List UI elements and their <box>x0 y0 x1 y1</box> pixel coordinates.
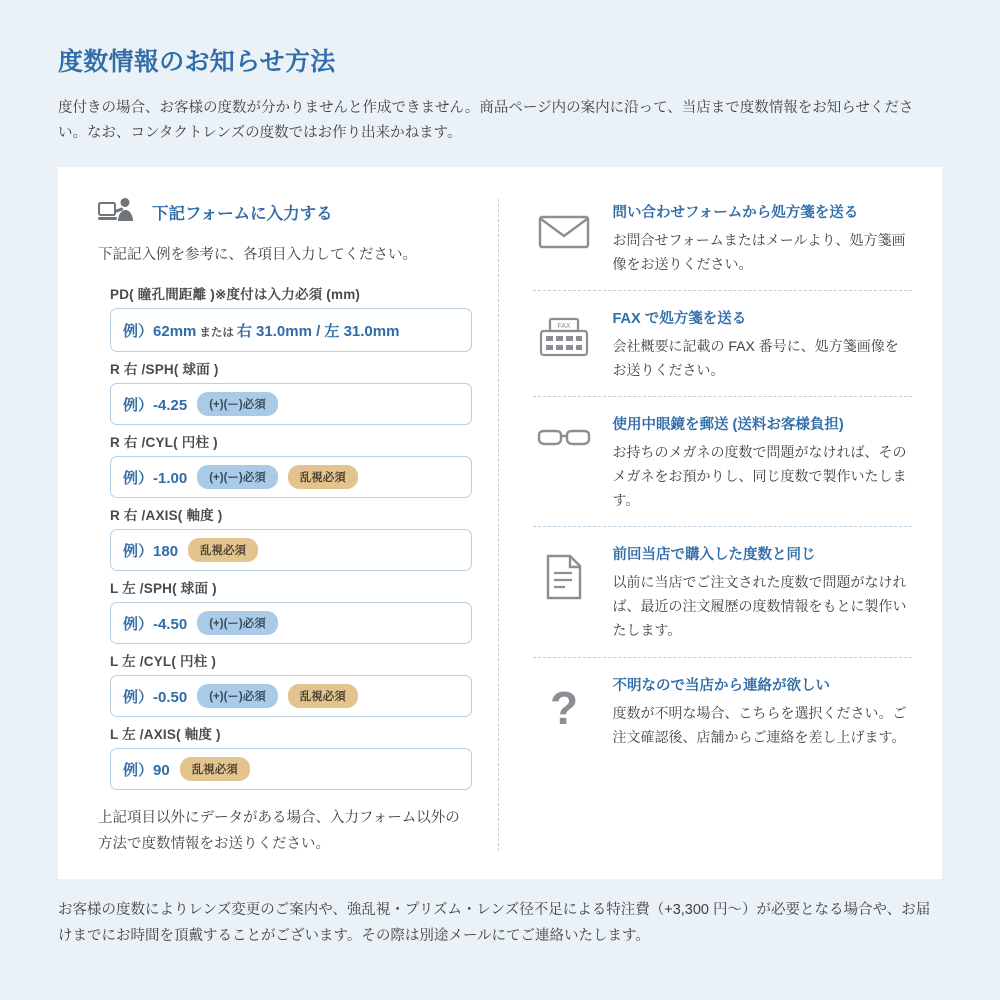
form-method-subtext: 下記記入例を参考に、各項目入力してください。 <box>98 246 417 263</box>
field-r-axis <box>110 504 472 571</box>
field-l-cyl-label: L 左 /CYL( 円柱 ) <box>110 654 217 670</box>
field-r-axis-label: R 右 /AXIS( 軸度 ) <box>110 508 223 524</box>
tag-astigmatism-required: 乱視必須 <box>288 465 358 489</box>
field-l-sph-input[interactable] <box>110 602 472 644</box>
field-r-sph-example: 例）-4.25 <box>123 396 188 414</box>
method-title: FAX で処方箋を送る <box>612 310 747 327</box>
field-r-cyl-label: R 右 /CYL( 円柱 ) <box>110 435 218 451</box>
person-laptop-icon <box>98 197 138 227</box>
method-title: 問い合わせフォームから処方箋を送る <box>612 204 859 221</box>
method-item-inquiry-form[interactable] <box>533 193 913 290</box>
field-l-cyl <box>110 650 472 717</box>
method-text: 度数が不明な場合、こちらを選択ください。ご注文確認後、店舗からご連絡を差し上げます。 <box>612 704 907 745</box>
tag-astigmatism-required: 乱視必須 <box>180 757 250 781</box>
form-method-column <box>58 193 498 857</box>
field-l-sph <box>110 577 472 644</box>
method-text: 会社概要に記載の FAX 番号に、処方箋画像をお送りください。 <box>612 337 899 378</box>
field-r-cyl <box>110 431 472 498</box>
other-methods-column <box>499 193 943 857</box>
tag-sign-required: (+)(ー)必須 <box>197 684 278 708</box>
field-r-cyl-example: 例）-1.00 <box>123 469 188 487</box>
tag-sign-required: (+)(ー)必須 <box>197 392 278 416</box>
svg-text:?: ? <box>549 683 578 732</box>
field-r-sph-input[interactable] <box>110 383 472 425</box>
field-l-cyl-example: 例）-0.50 <box>123 688 188 706</box>
field-r-axis-example: 例）180 <box>123 542 179 560</box>
method-item-unknown-contact[interactable] <box>533 657 913 763</box>
document-icon <box>533 543 595 642</box>
method-item-fax[interactable] <box>533 290 913 396</box>
tag-astigmatism-required: 乱視必須 <box>288 684 358 708</box>
field-l-axis <box>110 723 472 790</box>
tag-astigmatism-required: 乱視必須 <box>188 538 258 562</box>
form-method-note: 上記項目以外にデータがある場合、入力フォーム以外の方法で度数情報をお送りください。 <box>98 810 460 852</box>
field-l-sph-example: 例）-4.50 <box>123 615 188 633</box>
field-l-sph-label: L 左 /SPH( 球面 ) <box>110 581 217 597</box>
footer-note: お客様の度数によりレンズ変更のご案内や、強乱視・プリズム・レンズ径不足による特注費（+3,300 円～）が必要となる場合や、お届けまでにお時間を頂戴することがございます。その際は別途メールにてご連絡いたします。 <box>58 902 931 945</box>
field-pd-example: 例）62mm または 右 31.0mm / 左 31.0mm <box>123 322 400 340</box>
method-item-previous-order[interactable] <box>533 526 913 656</box>
field-l-axis-example: 例）90 <box>123 761 170 779</box>
method-text: お問合せフォームまたはメールより、処方箋画像をお送りください。 <box>612 231 906 272</box>
field-r-axis-input[interactable] <box>110 529 472 571</box>
method-title: 使用中眼鏡を郵送 (送料お客様負担) <box>612 417 844 434</box>
method-text: お持ちのメガネの度数で問題がなければ、そのメガネをお預かりし、同じ度数で製作いたします。 <box>612 444 907 509</box>
svg-text:FAX: FAX <box>556 322 571 330</box>
lead-paragraph: 度付きの場合、お客様の度数が分かりませんと作成できません。商品ページ内の案内に沿って、当店まで度数情報をお知らせください。なお、コンタクトレンズの度数ではお作り出来かねます。 <box>58 100 914 142</box>
page-title: 度数情報のお知らせ方法 <box>58 48 336 76</box>
method-item-mail-glasses[interactable] <box>533 396 913 526</box>
method-title: 不明なので当店から連絡が欲しい <box>612 677 830 694</box>
tag-sign-required: (+)(ー)必須 <box>197 465 278 489</box>
field-r-sph <box>110 358 472 425</box>
envelope-icon <box>533 201 595 276</box>
tag-sign-required: (+)(ー)必須 <box>197 611 278 635</box>
method-title: 前回当店で購入した度数と同じ <box>612 547 816 564</box>
form-method-title: 下記フォームに入力する <box>152 204 333 223</box>
question-mark-icon <box>533 674 595 749</box>
field-pd-input[interactable] <box>110 308 472 352</box>
field-l-axis-label: L 左 /AXIS( 軸度 ) <box>110 727 221 743</box>
field-l-cyl-input[interactable] <box>110 675 472 717</box>
info-card <box>58 167 942 879</box>
field-r-sph-label: R 右 /SPH( 球面 ) <box>110 362 219 378</box>
glasses-icon <box>533 413 595 512</box>
fax-icon <box>533 307 595 382</box>
method-text: 以前に当店でご注文された度数で問題がなければ、最近の注文履歴の度数情報をもとに製作いたします。 <box>612 574 907 639</box>
field-pd <box>110 283 472 352</box>
field-l-axis-input[interactable] <box>110 748 472 790</box>
field-r-cyl-input[interactable] <box>110 456 472 498</box>
field-pd-label: PD( 瞳孔間距離 )※度付は入力必須 (mm) <box>110 287 361 303</box>
form-method-header <box>98 197 472 227</box>
